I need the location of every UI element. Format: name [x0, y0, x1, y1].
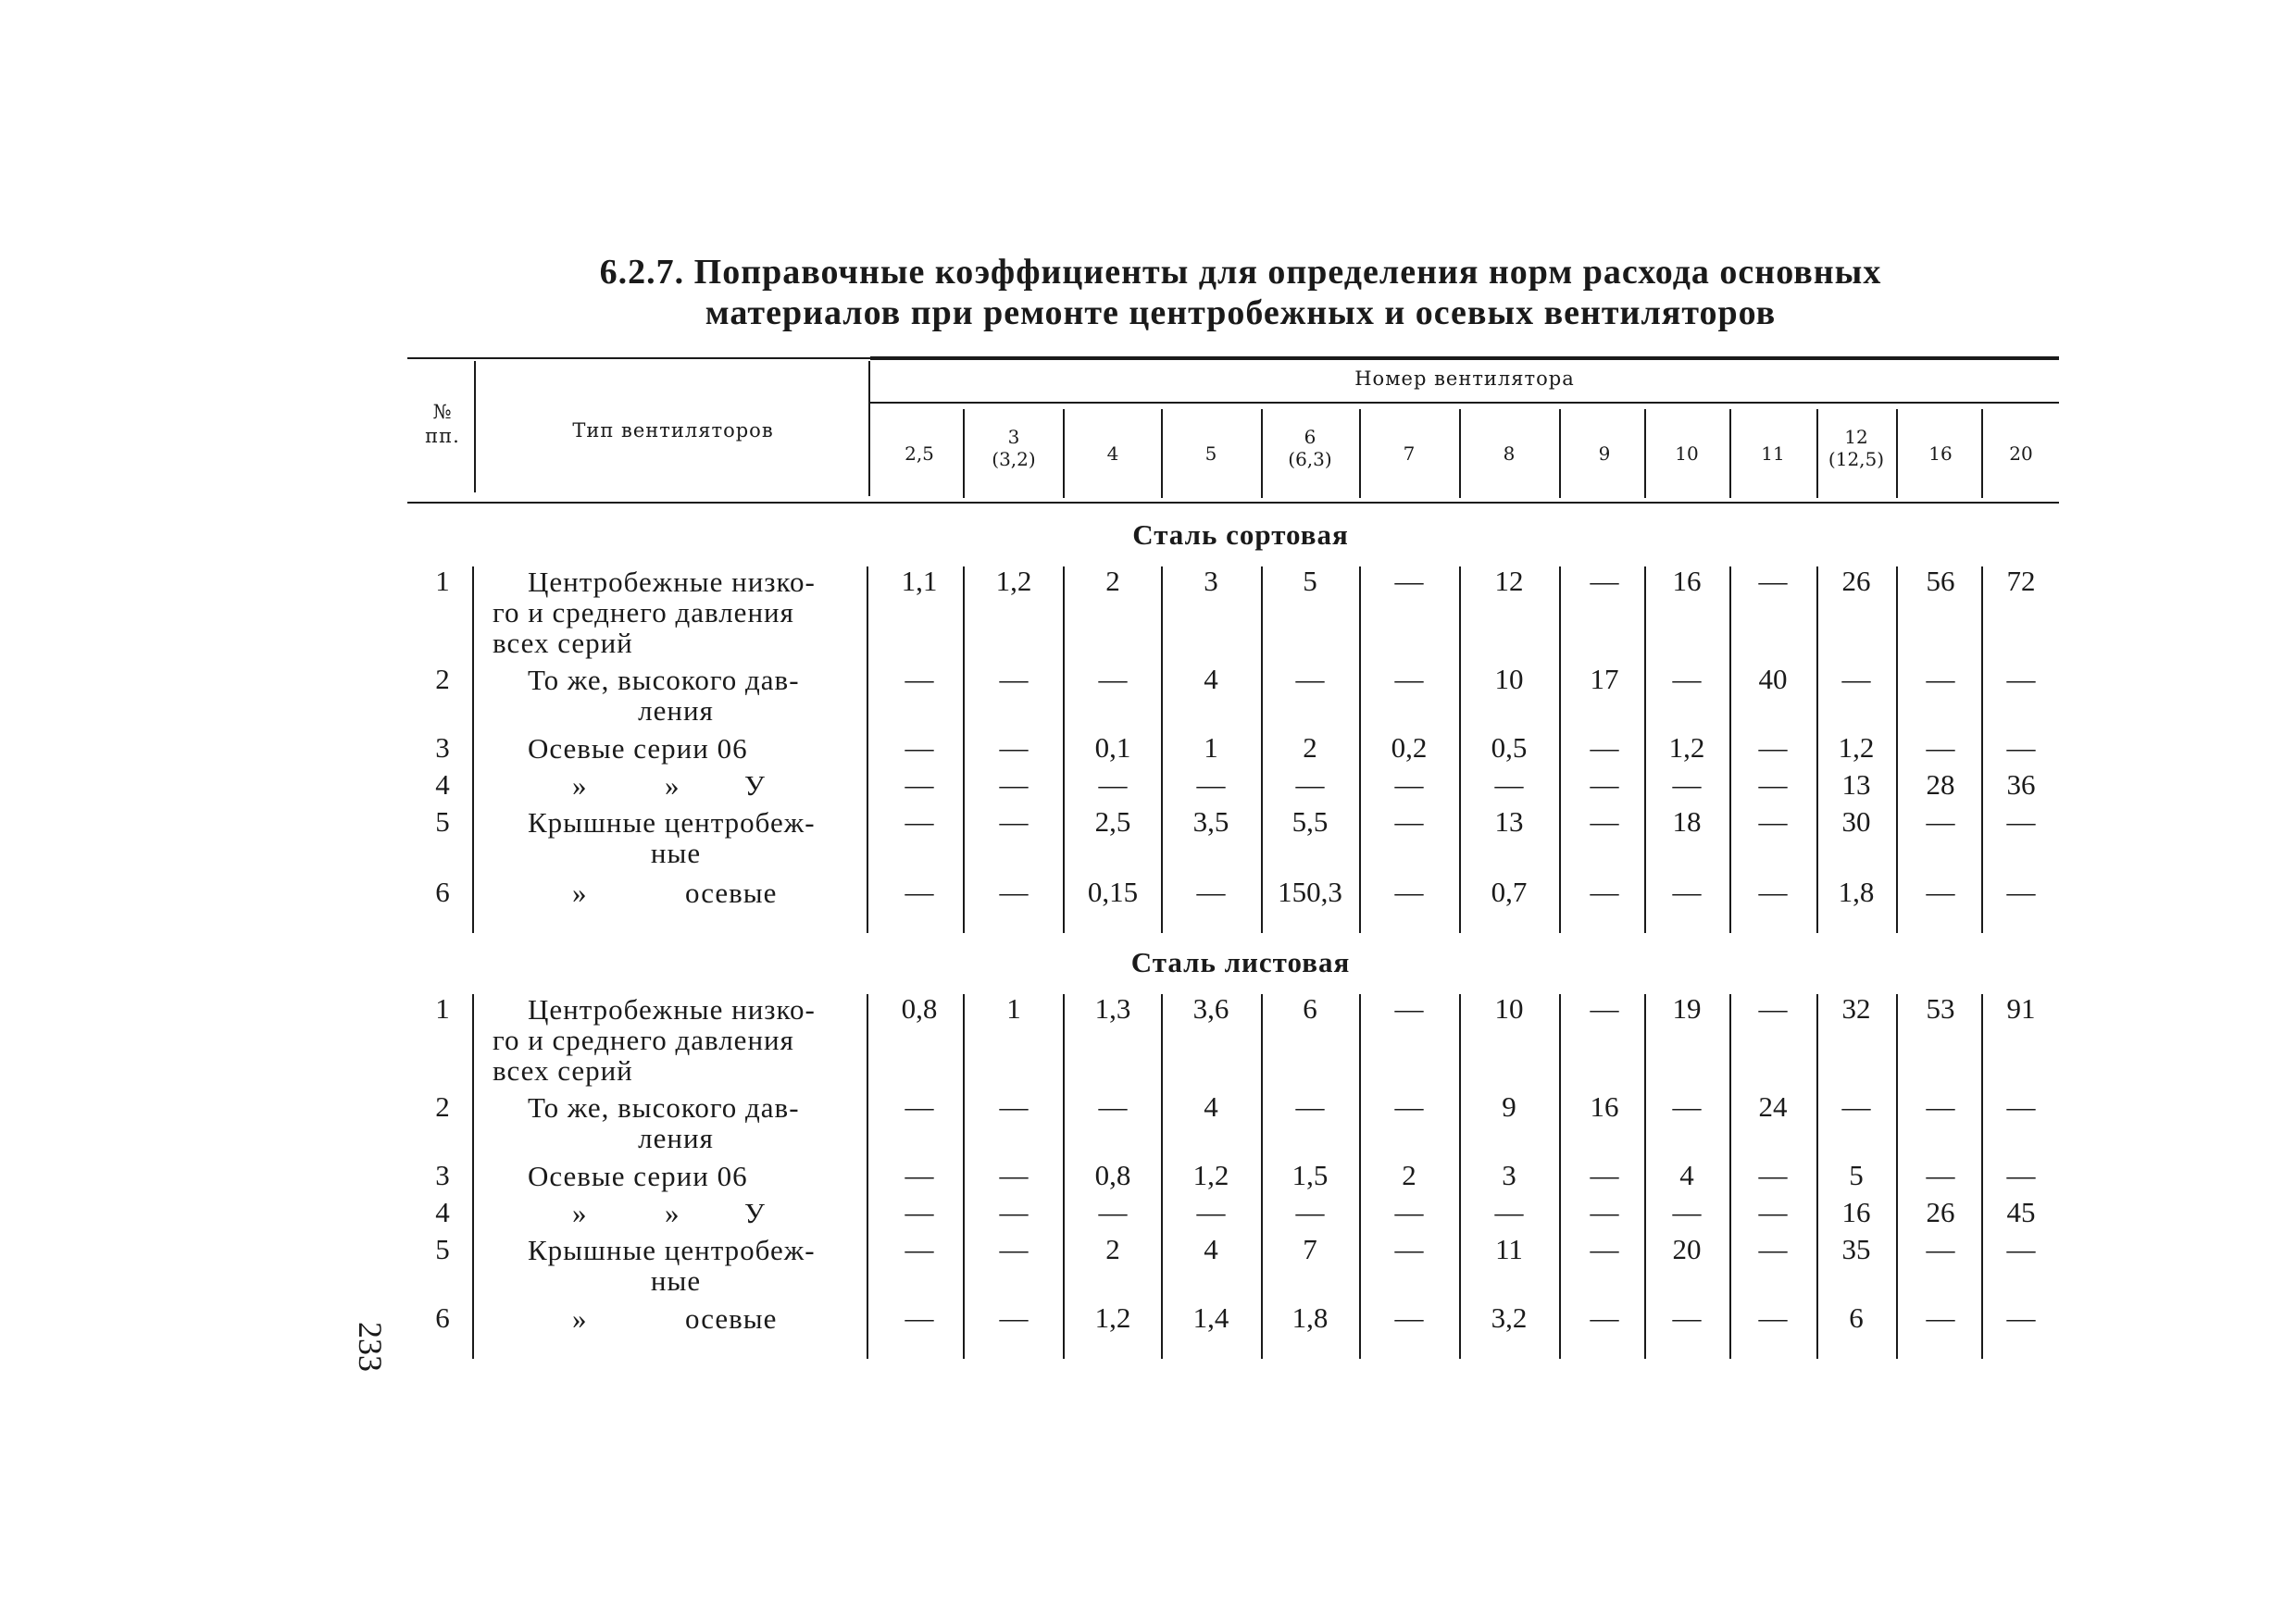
coefficient-cell: — [999, 663, 1029, 695]
coefficient-cell: — [1758, 805, 1788, 838]
fan-type-line: Крышные центробеж- [528, 806, 816, 839]
coefficient-cell: — [999, 876, 1029, 908]
header-col-rule [1261, 409, 1263, 498]
title-line-1: 6.2.7. Поправочные коэффициенты для определения норм расхода основных [599, 253, 1882, 292]
coefficient-cell: — [1590, 1196, 1619, 1228]
coefficient-cell: — [2006, 805, 2036, 838]
row-number: 2 [435, 663, 450, 695]
coefficient-cell: — [999, 731, 1029, 764]
row-number: 4 [435, 768, 450, 801]
fan-number-col-header [1563, 442, 1646, 465]
fan-number-col-header [1169, 442, 1253, 465]
coefficient-cell: 0,5 [1491, 731, 1528, 764]
fan-type-cell [493, 807, 859, 868]
coefficient-cell: — [905, 1090, 934, 1123]
coefficient-cell: 16 [1672, 565, 1702, 597]
row-number: 1 [435, 565, 450, 597]
fan-number-col-header [1071, 442, 1154, 465]
coefficient-cell: 10 [1494, 663, 1524, 695]
coefficient-cell: 30 [1841, 805, 1871, 838]
coefficient-cell: — [905, 663, 934, 695]
coefficient-cell: 72 [2006, 565, 2036, 597]
section-col-rule [1459, 994, 1461, 1359]
fan-type-line: всех серий [493, 627, 633, 659]
coefficient-cell: — [1758, 992, 1788, 1025]
fan-number-col-header [1815, 426, 1898, 470]
coefficient-cell: 36 [2006, 768, 2036, 801]
fan-type-cell [493, 994, 859, 1086]
coefficient-cell: 26 [1926, 1196, 1955, 1228]
fan-number-col-header [1899, 442, 1982, 465]
fan-type-ditto-part: У [744, 1197, 766, 1229]
coefficient-cell: 26 [1841, 565, 1871, 597]
fan-type-ditto-line [493, 877, 859, 908]
fan-type-line: Крышные центробеж- [528, 1234, 816, 1266]
coefficient-cell: 24 [1758, 1090, 1788, 1123]
coefficient-cell: — [2006, 731, 2036, 764]
fan-number-header: Номер вентилятора [1354, 367, 1575, 390]
coefficient-cell: — [1196, 1196, 1226, 1228]
coefficient-cell: — [1494, 1196, 1524, 1228]
coefficient-cell: — [1758, 1301, 1788, 1334]
coefficient-cell: 1,2 [1668, 731, 1705, 764]
coefficient-cell: — [1295, 1090, 1325, 1123]
header-col-rule [1459, 409, 1461, 498]
coefficient-cell: — [1394, 805, 1424, 838]
section-title: Сталь сортовая [1132, 518, 1349, 551]
coefficient-cell: 3,2 [1491, 1301, 1528, 1334]
section-rule-num [472, 994, 474, 1359]
coefficient-cell: 19 [1672, 992, 1702, 1025]
coefficient-cell: 2,5 [1094, 805, 1131, 838]
coefficient-cell: — [1394, 1196, 1424, 1228]
section-rule-type [867, 994, 868, 1359]
coefficient-cell: — [905, 768, 934, 801]
col-header-alt: (6,3) [1288, 448, 1332, 470]
col-header-main: 6 [1304, 426, 1316, 448]
col-header-main: 11 [1761, 442, 1785, 465]
coefficient-cell: — [1394, 565, 1424, 597]
row-number: 6 [435, 876, 450, 908]
coefficient-cell: — [1672, 1196, 1702, 1228]
fan-type-ditto-part: » [572, 769, 588, 802]
fan-type-cell [493, 566, 859, 658]
col-header-main: 4 [1106, 442, 1119, 465]
coefficient-cell: 5 [1849, 1159, 1864, 1191]
coefficient-cell: — [1590, 731, 1619, 764]
coefficient-cell: 32 [1841, 992, 1871, 1025]
coefficient-cell: 56 [1926, 565, 1955, 597]
col-header-main: 20 [2009, 442, 2033, 465]
coefficient-cell: — [1098, 1196, 1128, 1228]
coefficient-cell: — [1394, 1233, 1424, 1265]
coefficient-cell: 3 [1502, 1159, 1516, 1191]
coefficient-cell: — [999, 805, 1029, 838]
coefficient-cell: 3 [1204, 565, 1218, 597]
fan-type-line: Центробежные низко- [528, 993, 816, 1026]
num-header-label [418, 400, 467, 448]
row-number: 6 [435, 1301, 450, 1334]
fan-number-col-header [1645, 442, 1728, 465]
coefficient-cell: — [2006, 1090, 2036, 1123]
fan-type-line: ления [638, 1122, 714, 1154]
col-header-main: 2,5 [905, 442, 934, 465]
coefficient-cell: — [1926, 1233, 1955, 1265]
fan-type-line: ные [650, 837, 702, 869]
coefficient-cell: 7 [1303, 1233, 1317, 1265]
coefficient-cell: — [905, 1233, 934, 1265]
section-rule-num [472, 566, 474, 933]
fan-type-line: ные [650, 1264, 702, 1297]
coefficient-cell: 18 [1672, 805, 1702, 838]
fan-type-line: ления [638, 694, 714, 727]
coefficient-cell: — [1758, 1233, 1788, 1265]
coefficient-cell: 2 [1105, 1233, 1120, 1265]
fan-number-col-header [972, 426, 1055, 470]
fan-type-cell [493, 770, 859, 801]
coefficient-cell: — [1590, 992, 1619, 1025]
page-number: 233 [352, 1322, 389, 1372]
section-col-rule [1063, 994, 1065, 1359]
fan-type-cell [493, 665, 859, 726]
col-header-main: 12 [1844, 426, 1868, 448]
fan-type-ditto-part: » [572, 1197, 588, 1229]
row-number: 5 [435, 805, 450, 838]
coefficient-cell: 4 [1679, 1159, 1694, 1191]
coefficient-cell: 10 [1494, 992, 1524, 1025]
coefficient-cell: 1,5 [1292, 1159, 1329, 1191]
coefficient-cell: 150,3 [1278, 876, 1342, 908]
coefficient-cell: — [1295, 768, 1325, 801]
coefficient-cell: 4 [1204, 1233, 1218, 1265]
fan-number-col-header [1467, 442, 1551, 465]
coefficient-cell: — [999, 1090, 1029, 1123]
fan-type-cell [493, 1235, 859, 1296]
coefficient-cell: 20 [1672, 1233, 1702, 1265]
fan-type-line: го и среднего давления [493, 1024, 794, 1056]
row-number: 2 [435, 1090, 450, 1123]
fan-type-ditto-line [493, 1303, 859, 1334]
header-col-rule [1359, 409, 1361, 498]
col-header-main: 10 [1675, 442, 1699, 465]
fan-number-col-header [1268, 426, 1352, 470]
header-col-rule [1063, 409, 1065, 498]
coefficient-cell: — [1394, 663, 1424, 695]
fan-type-line: Осевые серии 06 [528, 1160, 748, 1192]
num-header-abbr: пп. [425, 425, 460, 447]
coefficient-cell: — [999, 768, 1029, 801]
coefficient-cell: 2 [1105, 565, 1120, 597]
fan-type-ditto-part: » [572, 877, 588, 909]
coefficient-cell: — [2006, 876, 2036, 908]
coefficient-cell: — [1758, 876, 1788, 908]
coefficient-cell: 1,2 [1192, 1159, 1229, 1191]
coefficient-cell: 17 [1590, 663, 1619, 695]
coefficient-cell: — [1758, 565, 1788, 597]
coefficient-cell: — [1196, 768, 1226, 801]
section-col-rule [1261, 994, 1263, 1359]
coefficient-cell: 28 [1926, 768, 1955, 801]
col-header-main: 3 [1007, 426, 1020, 448]
section-col-rule [1359, 994, 1361, 1359]
coefficient-cell: 1 [1006, 992, 1021, 1025]
coefficient-cell: — [2006, 1301, 2036, 1334]
col-header-main: 8 [1503, 442, 1516, 465]
coefficient-cell: — [2006, 1159, 2036, 1191]
fan-type-ditto-part: осевые [685, 877, 778, 909]
coefficient-cell: — [1098, 768, 1128, 801]
fan-type-line: Осевые серии 06 [528, 732, 748, 765]
coefficient-cell: — [2006, 1233, 2036, 1265]
coefficient-cell: — [1758, 731, 1788, 764]
fan-type-ditto-part: осевые [685, 1302, 778, 1335]
section-col-rule [1161, 566, 1163, 933]
coefficient-cell: 0,2 [1391, 731, 1428, 764]
coefficient-cell: 40 [1758, 663, 1788, 695]
num-header-symbol: № [432, 401, 453, 423]
fan-number-col-header [1731, 442, 1815, 465]
coefficient-cell: — [1098, 1090, 1128, 1123]
fan-type-cell [493, 1092, 859, 1153]
fan-type-line: То же, высокого дав- [528, 1091, 800, 1124]
fan-type-line: То же, высокого дав- [528, 664, 800, 696]
fan-type-ditto-line [493, 770, 859, 801]
coefficient-cell: 1,2 [1094, 1301, 1131, 1334]
col-header-main: 9 [1598, 442, 1611, 465]
coefficient-cell: — [905, 1301, 934, 1334]
coefficient-cell: 11 [1495, 1233, 1523, 1265]
coefficient-cell: — [2006, 663, 2036, 695]
coefficient-cell: — [1295, 663, 1325, 695]
coefficient-cell: — [999, 1196, 1029, 1228]
coefficient-cell: — [1672, 1090, 1702, 1123]
coefficient-cell: 3,5 [1192, 805, 1229, 838]
section-col-rule [1359, 566, 1361, 933]
coefficient-cell: 2 [1303, 731, 1317, 764]
coefficient-cell: — [905, 805, 934, 838]
coefficient-cell: 13 [1494, 805, 1524, 838]
fan-type-ditto-part: » [665, 1197, 680, 1229]
coefficient-cell: — [1841, 1090, 1871, 1123]
coefficient-cell: 6 [1303, 992, 1317, 1025]
section-col-rule [1161, 994, 1163, 1359]
coefficient-cell: — [905, 1159, 934, 1191]
coefficient-cell: 91 [2006, 992, 2036, 1025]
section-col-rule [1459, 566, 1461, 933]
coefficient-cell: 1,4 [1192, 1301, 1229, 1334]
coefficient-cell: — [1590, 1159, 1619, 1191]
fan-type-ditto-part: » [572, 1302, 588, 1335]
coefficient-cell: 1,8 [1838, 876, 1875, 908]
row-number: 3 [435, 731, 450, 764]
coefficient-cell: 1,1 [901, 565, 938, 597]
coefficient-cell: — [1494, 768, 1524, 801]
coefficient-cell: 0,7 [1491, 876, 1528, 908]
col-header-main: 16 [1928, 442, 1953, 465]
coefficient-cell: — [1926, 805, 1955, 838]
coefficient-cell: — [905, 731, 934, 764]
coefficient-cell: 5 [1303, 565, 1317, 597]
coefficient-cell: — [999, 1233, 1029, 1265]
fan-type-ditto-line [493, 1198, 859, 1228]
coefficient-cell: — [999, 1159, 1029, 1191]
coefficient-cell: — [1758, 1196, 1788, 1228]
coefficient-cell: 3,6 [1192, 992, 1229, 1025]
col-header-main: 7 [1403, 442, 1416, 465]
fan-number-col-header [878, 442, 961, 465]
coefficient-cell: — [1196, 876, 1226, 908]
coefficient-cell: 16 [1841, 1196, 1871, 1228]
coefficient-cell: — [1295, 1196, 1325, 1228]
fan-type-line: Центробежные низко- [528, 566, 816, 598]
row-number: 3 [435, 1159, 450, 1191]
coefficient-cell: 0,15 [1087, 876, 1139, 908]
row-number: 1 [435, 992, 450, 1025]
header-bottom-rule [407, 502, 2059, 504]
coefficient-cell: — [1590, 1233, 1619, 1265]
title-line-2: материалов при ремонте центробежных и осевых вентиляторов [705, 293, 1777, 332]
coefficient-cell: 16 [1590, 1090, 1619, 1123]
coefficient-cell: 1,8 [1292, 1301, 1329, 1334]
fan-type-line: го и среднего давления [493, 596, 794, 629]
coefficient-cell: — [1394, 768, 1424, 801]
coefficient-cell: — [1672, 663, 1702, 695]
fan-type-line: всех серий [493, 1054, 633, 1087]
type-header-label: Тип вентиляторов [572, 419, 774, 442]
coefficient-cell: 0,8 [901, 992, 938, 1025]
coefficient-cell: — [999, 1301, 1029, 1334]
fan-type-cell [493, 877, 859, 908]
section-title: Сталь листовая [1130, 946, 1351, 978]
coefficient-cell: — [905, 1196, 934, 1228]
coefficient-cell: 12 [1494, 565, 1524, 597]
header-col-rule [1559, 409, 1561, 498]
fan-type-cell [493, 1161, 859, 1191]
table-top-rule-thick [870, 356, 2059, 360]
coefficient-cell: 53 [1926, 992, 1955, 1025]
fan-type-ditto-part: » [665, 769, 680, 802]
coefficient-cell: 1,2 [1838, 731, 1875, 764]
coefficient-cell: — [1841, 663, 1871, 695]
coefficient-cell: 6 [1849, 1301, 1864, 1334]
coefficient-cell: — [1394, 876, 1424, 908]
coefficient-cell: — [1672, 768, 1702, 801]
col-header-alt: (12,5) [1828, 448, 1885, 470]
coefficient-cell: 0,1 [1094, 731, 1131, 764]
header-col-rule [963, 409, 965, 498]
coefficient-cell: — [1758, 1159, 1788, 1191]
coefficient-cell: — [1758, 768, 1788, 801]
coefficient-cell: — [1590, 768, 1619, 801]
coefficient-cell: — [1926, 1301, 1955, 1334]
coefficient-cell: 1,3 [1094, 992, 1131, 1025]
coefficient-cell: 9 [1502, 1090, 1516, 1123]
section-rule-type [867, 566, 868, 933]
coefficient-cell: 13 [1841, 768, 1871, 801]
col-header-alt: (3,2) [992, 448, 1036, 470]
coefficient-cell: — [1590, 1301, 1619, 1334]
coefficient-cell: — [1590, 565, 1619, 597]
fan-type-cell [493, 1198, 859, 1228]
coefficient-cell: 45 [2006, 1196, 2036, 1228]
section-col-rule [1063, 566, 1065, 933]
coefficient-cell: 5,5 [1292, 805, 1329, 838]
header-col-rule [1161, 409, 1163, 498]
fan-type-cell [493, 733, 859, 764]
row-number: 4 [435, 1196, 450, 1228]
row-number: 5 [435, 1233, 450, 1265]
coefficient-cell: — [1590, 805, 1619, 838]
coefficient-cell: 4 [1204, 1090, 1218, 1123]
fan-type-ditto-part: У [744, 769, 766, 802]
coefficient-cell: 0,8 [1094, 1159, 1131, 1191]
fan-number-col-header [1367, 442, 1451, 465]
coefficient-cell: — [1590, 876, 1619, 908]
coefficient-cell: 4 [1204, 663, 1218, 695]
coefficient-cell: 1,2 [995, 565, 1032, 597]
header-rule-num [474, 361, 476, 492]
coefficient-cell: — [1394, 1090, 1424, 1123]
coefficient-cell: 35 [1841, 1233, 1871, 1265]
coefficient-cell: 2 [1402, 1159, 1416, 1191]
coefficient-cell: — [1394, 992, 1424, 1025]
fan-type-cell [493, 1303, 859, 1334]
coefficient-cell: — [1926, 731, 1955, 764]
coefficient-cell: — [1098, 663, 1128, 695]
coefficient-cell: — [1926, 1159, 1955, 1191]
fan-number-col-header [1979, 442, 2063, 465]
coefficient-cell: — [1926, 663, 1955, 695]
fan-number-rule [870, 402, 2059, 404]
coefficient-cell: — [1672, 1301, 1702, 1334]
coefficient-cell: — [905, 876, 934, 908]
coefficient-cell: — [1926, 876, 1955, 908]
coefficient-cell: 1 [1204, 731, 1218, 764]
section-col-rule [1261, 566, 1263, 933]
coefficient-cell: — [1394, 1301, 1424, 1334]
col-header-main: 5 [1204, 442, 1217, 465]
coefficient-cell: — [1926, 1090, 1955, 1123]
coefficient-cell: — [1672, 876, 1702, 908]
